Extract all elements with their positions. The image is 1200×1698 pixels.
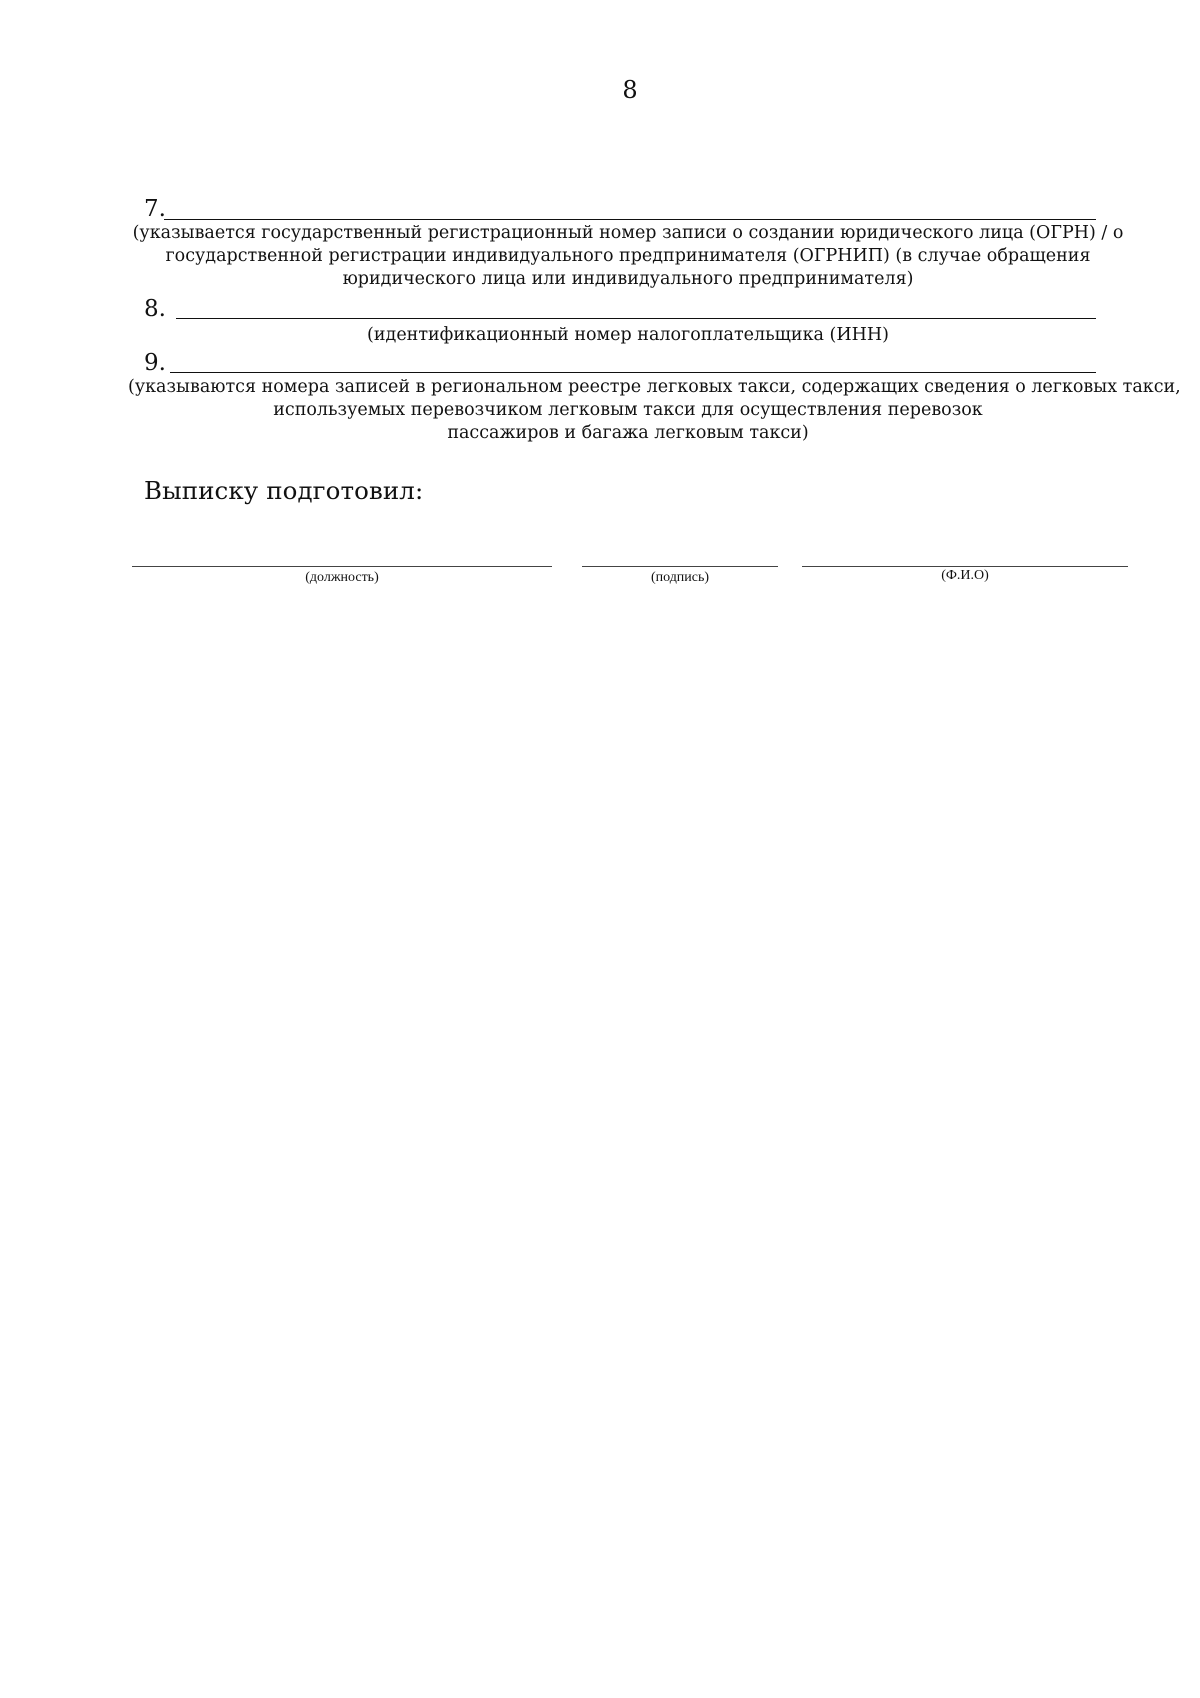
prepared-by-label: Выписку подготовил: [144,476,424,505]
field-7-number: 7. [144,196,166,222]
signature-caption: (подпись) [650,570,710,585]
position-line[interactable] [132,566,552,567]
field-7-hint-line: юридического лица или индивидуального предпринимателя) [342,269,914,289]
field-7-line[interactable] [164,219,1096,220]
field-9-number: 9. [144,350,166,376]
field-8-line[interactable] [176,318,1096,319]
field-9-hint-line: используемых перевозчиком легковым такси для осуществления перевозок [273,400,983,420]
field-7-hint [132,222,1124,291]
field-7-hint-line: (указывается государственный регистрационный номер записи о создании юридического лица (ОГРН) / о [132,223,1124,243]
name-caption: (Ф.И.О) [941,568,989,583]
position-caption: (должность) [305,570,379,585]
field-9-hint-line: пассажиров и багажа легковым такси) [447,423,809,443]
field-9-line[interactable] [170,372,1096,373]
field-8-number: 8. [144,296,166,322]
field-8-hint [132,324,1124,347]
page-number: 8 [622,76,638,104]
field-8-hint-line: (идентификационный номер налогоплательщика (ИНН) [367,325,889,345]
name-line[interactable] [802,566,1128,567]
field-9-hint-line: (указываются номера записей в региональном реестре легковых такси, содержащих сведения о легковых такси, [128,377,1181,397]
signature-line[interactable] [582,566,778,567]
field-9-hint [128,376,1181,445]
field-7-hint-line: государственной регистрации индивидуального предпринимателя (ОГРНИП) (в случае обращения [165,246,1091,266]
